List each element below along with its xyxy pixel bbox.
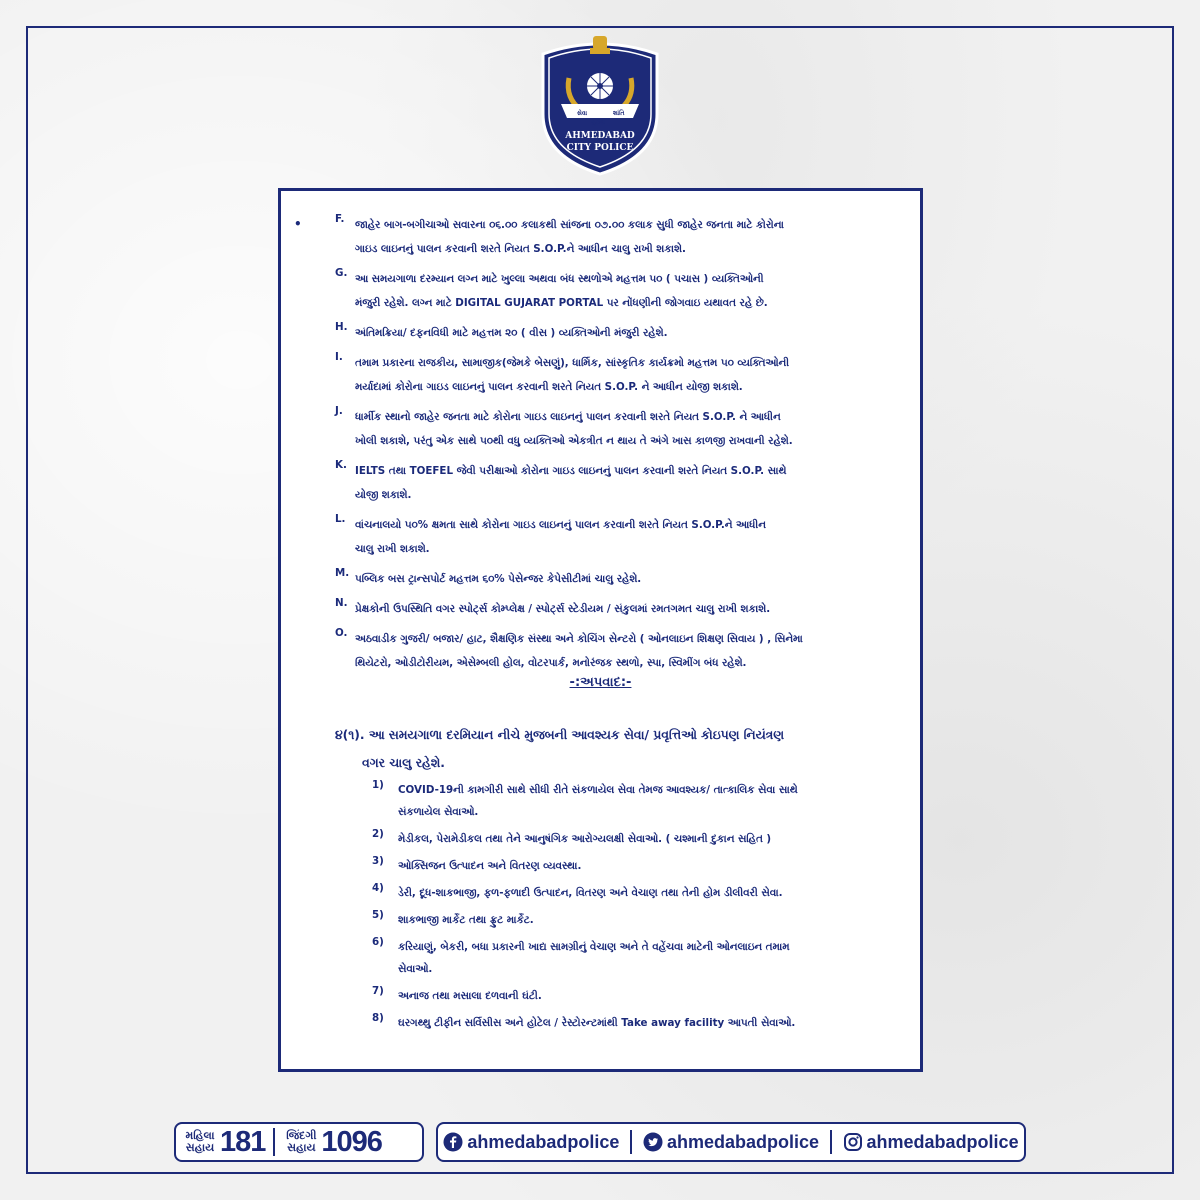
divider	[630, 1130, 632, 1154]
item-line: મેડીકલ, પેરામેડીકલ તથા તેને આનુષંગિક આરોગ્યલક્ષી સેવાઓ. ( ચશ્માની દુકાન સહિત )	[398, 833, 772, 845]
list-item	[372, 936, 892, 980]
helpline-label-bottom: સહાય	[287, 1141, 316, 1154]
notice-document	[278, 188, 923, 1072]
item-line: તમામ પ્રકારના રાજકીય, સામાજીક(જેમકે બેસણું), ધાર્મિક, સાંસ્કૃતિક કાર્યક્રમો મહત્તમ ૫૦ વ્યક્તિઓની	[355, 357, 790, 369]
list-item-i	[335, 351, 895, 399]
section-intro-line: વગર ચાલુ રહેશે.	[362, 756, 445, 770]
list-item	[372, 985, 892, 1007]
badge-ribbon-left: સેવા	[577, 110, 588, 117]
badge-ribbon-right: શાંતિ	[613, 110, 625, 117]
item-number: 1)	[372, 779, 384, 791]
section-4-1-intro	[335, 721, 895, 777]
divider	[273, 1128, 275, 1156]
item-key: F.	[335, 213, 345, 225]
instagram-handle: ahmedabadpolice	[866, 1131, 1019, 1152]
police-badge-logo	[535, 26, 665, 176]
list-item-j	[335, 405, 895, 453]
item-key: H.	[335, 321, 348, 333]
item-line: પ્રેક્ષકોની ઉપસ્થિતિ વગર સ્પોર્ટ્સ કોમ્પ્લેક્ષ / સ્પોર્ટ્સ સ્ટેડીયમ / સંકુલમાં રમતગમત ચાલુ રાખી શકાશે.	[355, 603, 771, 615]
list-item-l	[335, 513, 895, 561]
restriction-list	[335, 213, 895, 681]
instagram-link[interactable]	[843, 1132, 1019, 1153]
item-number: 5)	[372, 909, 384, 921]
list-item-f	[335, 213, 895, 261]
item-key: K.	[335, 459, 347, 471]
list-item-g	[335, 267, 895, 315]
instagram-icon	[843, 1132, 863, 1152]
list-item	[372, 855, 892, 877]
essential-services-list	[372, 779, 892, 1039]
item-key: L.	[335, 513, 346, 525]
item-line: પબ્લિક બસ ટ્રાન્સપોર્ટ મહત્તમ ૬૦% પેસેન્જર કેપેસીટીમાં ચાલુ રહેશે.	[355, 573, 642, 585]
stray-bullet: •	[294, 217, 302, 231]
women-helpline[interactable]	[176, 1126, 271, 1159]
list-item	[372, 828, 892, 850]
list-item-n	[335, 597, 895, 621]
exceptions-heading: -:અપવાદ:-	[569, 675, 632, 690]
helpline-label-bottom: સહાય	[185, 1141, 215, 1154]
list-item	[372, 882, 892, 904]
list-item	[372, 779, 892, 823]
badge-ribbon-center: સુરક્ષા	[591, 119, 605, 126]
item-key: J.	[335, 405, 343, 417]
item-line: આ સમયગાળા દરમ્યાન લગ્ન માટે ખુલ્લા અથવા બંધ સ્થળોએ મહત્તમ ૫૦ ( પચાસ ) વ્યક્તિઓની	[355, 273, 764, 285]
twitter-handle: ahmedabadpolice	[666, 1131, 819, 1152]
item-line: ઘરગથ્થુ ટીફીન સર્વિસીસ અને હોટેલ / રેસ્ટોરન્ટમાંથી Take away facility આપતી સેવાઓ.	[398, 1017, 796, 1029]
item-line: ઓક્સિજન ઉત્પાદન અને વિતરણ વ્યવસ્થા.	[398, 860, 582, 872]
item-key: I.	[335, 351, 343, 363]
list-item-k	[335, 459, 895, 507]
item-number: 6)	[372, 936, 384, 948]
badge-title-line2: CITY POLICE	[566, 143, 634, 153]
item-line: IELTS તથા TOEFEL જેવી પરીક્ષાઓ કોરોના ગાઇડ લાઇનનું પાલન કરવાની શરતે નિયત S.O.P. સાથે	[355, 465, 787, 477]
item-line: COVID-19ની કામગીરી સાથે સીધી રીતે સંકળાયેલ સેવા તેમજ આવશ્યક/ તાત્કાલિક સેવા સાથે	[398, 784, 798, 796]
item-line: અંતિમક્રિયા/ દફનવિધી માટે મહત્તમ ૨૦ ( વીસ ) વ્યક્તિઓની મંજુરી રહેશે.	[355, 327, 668, 339]
divider	[830, 1130, 832, 1154]
item-number: 8)	[372, 1012, 384, 1024]
item-key: N.	[335, 597, 348, 609]
list-item	[372, 1012, 892, 1034]
helpline-label-top: મહિલા	[185, 1129, 215, 1142]
item-line: સેવાઓ.	[398, 963, 433, 975]
list-item-h	[335, 321, 895, 345]
life-helpline[interactable]	[277, 1126, 388, 1159]
item-line: વાંચનાલયો ૫૦% ક્ષમતા સાથે કોરોના ગાઇડ લાઇનનું પાલન કરવાની શરતે નિયત S.O.P.ને આધીન	[355, 519, 766, 531]
badge-title-line1: AHMEDABAD	[565, 131, 635, 141]
ahmedabad-police-badge	[535, 26, 665, 176]
item-line: ડેરી, દૂધ-શાકભાજી, ફળ-ફળાદી ઉત્પાદન, વિતરણ અને વેચાણ તથા તેની હોમ ડીલીવરી સેવા.	[398, 887, 783, 899]
item-line: કરિયાણું, બેકરી, બધા પ્રકારની ખાદ્ય સામગ્રીનું વેચાણ અને તે વહેંચવા માટેની ઓનલાઇન તમામ	[398, 941, 790, 953]
helpline-number-1096: 1096	[321, 1125, 382, 1158]
item-line: જાહેર બાગ-બગીચાઓ સવારના ૦૬.૦૦ કલાકથી સાંજના ૦૭.૦૦ કલાક સુધી જાહેર જનતા માટે કોરોના	[355, 219, 784, 231]
social-links-box	[436, 1122, 1026, 1162]
item-line: સંકળાયેલ સેવાઓ.	[398, 806, 479, 818]
item-line: શાકભાજી માર્કેટ તથા ફ્રુટ માર્કેટ.	[398, 914, 534, 926]
item-line: મંજુરી રહેશે. લગ્ન માટે DIGITAL GUJARAT PORTAL પર નોંધણીની જોગવાઇ યથાવત રહે છે.	[355, 297, 768, 309]
item-key: M.	[335, 567, 350, 579]
facebook-link[interactable]	[443, 1132, 619, 1153]
item-line: યોજી શકાશે.	[355, 489, 412, 501]
list-item-o	[335, 627, 895, 675]
item-line: અનાજ તથા મસાલા દળવાની ઘંટી.	[398, 990, 542, 1002]
section-intro-line: ૪(૧). આ સમયગાળા દરમિયાન નીચે મુજબની આવશ્યક સેવા/ પ્રવૃત્તિઓ કોઇપણ નિયંત્રણ	[335, 728, 784, 742]
helpline-label	[283, 1130, 319, 1154]
item-number: 7)	[372, 985, 384, 997]
helpline-box	[174, 1122, 424, 1162]
item-line: થિયેટરો, ઓડીટોરીયમ, એસેમ્બલી હોલ, વોટરપાર્ક, મનોરંજક સ્થળો, સ્પા, સ્વિમીંગ બંધ રહેશે.	[355, 657, 747, 669]
twitter-icon	[643, 1132, 663, 1152]
item-number: 2)	[372, 828, 384, 840]
item-key: O.	[335, 627, 348, 639]
helpline-number-181: 181	[220, 1125, 266, 1158]
item-number: 4)	[372, 882, 384, 894]
item-line: અઠવાડીક ગુજરી/ બજાર/ હાટ, શૈક્ષણિક સંસ્થા અને કોચિંગ સેન્ટરો ( ઓનલાઇન શિક્ષણ સિવાય ) , સિનેમા	[355, 633, 803, 645]
item-line: ખોલી શકાશે, પરંતુ એક સાથે ૫૦થી વધુ વ્યક્તિઓ એકત્રીત ન થાય તે અંગે ખાસ કાળજી રાખવાની રહેશે.	[355, 435, 793, 447]
twitter-link[interactable]	[643, 1132, 819, 1153]
item-line: ધાર્મીક સ્થાનો જાહેર જનતા માટે કોરોના ગાઇડ લાઇનનું પાલન કરવાની શરતે નિયત S.O.P. ને આધીન	[355, 411, 781, 423]
helpline-label	[182, 1130, 218, 1154]
facebook-icon	[443, 1132, 463, 1152]
facebook-handle: ahmedabadpolice	[467, 1131, 620, 1152]
list-item	[372, 909, 892, 931]
list-item-m	[335, 567, 895, 591]
helpline-label-top: જિંદગી	[286, 1129, 317, 1142]
item-line: ચાલુ રાખી શકાશે.	[355, 543, 430, 555]
item-key: G.	[335, 267, 348, 279]
item-line: મર્યાદામાં કોરોના ગાઇડ લાઇનનું પાલન કરવાની શરતે નિયત S.O.P. ને આધીન યોજી શકાશે.	[355, 381, 743, 393]
item-line: ગાઇડ લાઇનનું પાલન કરવાની શરતે નિયત S.O.P.ને આધીન ચાલુ રાખી શકાશે.	[355, 243, 686, 255]
item-number: 3)	[372, 855, 384, 867]
